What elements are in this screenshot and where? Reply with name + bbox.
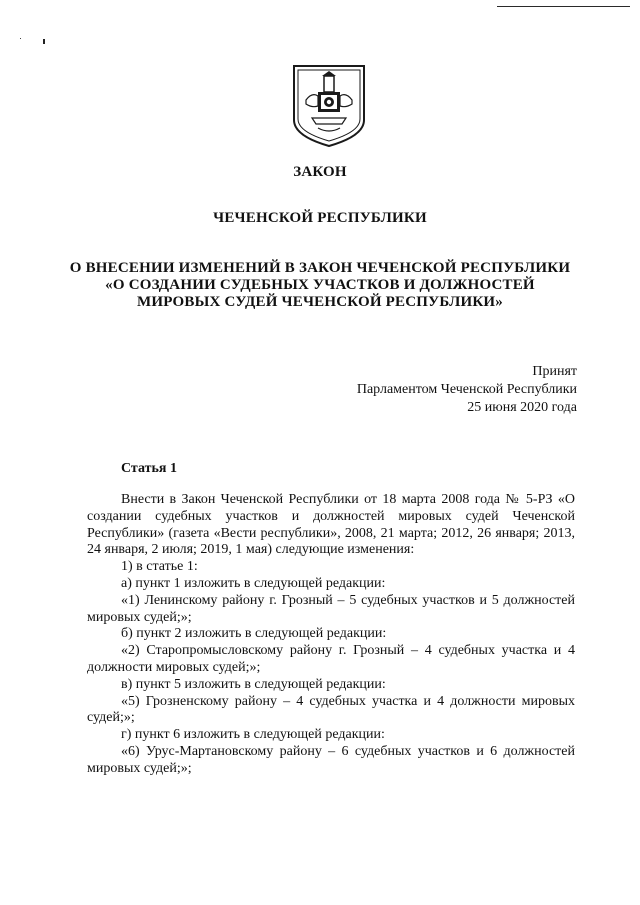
scan-artifact-line: [497, 6, 630, 7]
article-paragraph: в) пункт 5 изложить в следующей редакции:: [121, 676, 386, 692]
scan-speck: [43, 39, 45, 44]
adopted-date: 25 июня 2020 года: [467, 400, 577, 415]
coat-of-arms-icon: [292, 62, 366, 148]
article-body: [87, 492, 575, 778]
article-paragraph: г) пункт 6 изложить в следующей редакции:: [121, 727, 385, 743]
scan-speck: [20, 38, 21, 39]
article-paragraph: б) пункт 2 изложить в следующей редакции:: [121, 626, 387, 642]
article-paragraph: 1) в статье 1:: [121, 559, 198, 575]
subtitle-line: О ВНЕСЕНИИ ИЗМЕНЕНИЙ В ЗАКОН ЧЕЧЕНСКОЙ РЕСПУБЛИКИ: [69, 260, 571, 276]
subtitle-line: «О СОЗДАНИИ СУДЕБНЫХ УЧАСТКОВ И ДОЛЖНОСТЕЙ: [105, 277, 535, 293]
article-paragraph: «5) Грозненскому району – 4 судебных участка и 4 должности мировых судей;»;: [87, 693, 575, 726]
article-paragraph: «1) Ленинскому району г. Грозный – 5 судебных участков и 5 должностей мировых судей;»;: [87, 592, 575, 625]
document-title: ЗАКОН: [293, 164, 347, 180]
article-heading: Статья 1: [121, 461, 177, 476]
article-paragraph: «2) Старопромысловскому району г. Грозный – 4 судебных участка и 4 должности мировых судей;»;: [87, 643, 575, 675]
document-republic: ЧЕЧЕНСКОЙ РЕСПУБЛИКИ: [213, 210, 427, 226]
adoption-block: [357, 363, 577, 417]
article-paragraph: «6) Урус-Мартановскому району – 6 судебных участков и 6 должностей мировых судей;»;: [87, 743, 575, 776]
adopted-label: Принят: [532, 364, 577, 379]
article-paragraph: Внести в Закон Чеченской Республики от 18 марта 2008 года № 5-РЗ «О создании судебных участков и должностей мировых судей Чеченской Республики» (газета «Вести республики», 2008, 21 марта; 2012, 26 января; 2013, 24 января, 2 июля; 2019, 1 мая) следующие изменения:: [87, 492, 575, 558]
document-subtitle: [0, 260, 640, 311]
adopted-by: Парламентом Чеченской Республики: [356, 382, 577, 397]
article-paragraph: а) пункт 1 изложить в следующей редакции:: [121, 575, 386, 591]
subtitle-line: МИРОВЫХ СУДЕЙ ЧЕЧЕНСКОЙ РЕСПУБЛИКИ»: [137, 294, 503, 310]
